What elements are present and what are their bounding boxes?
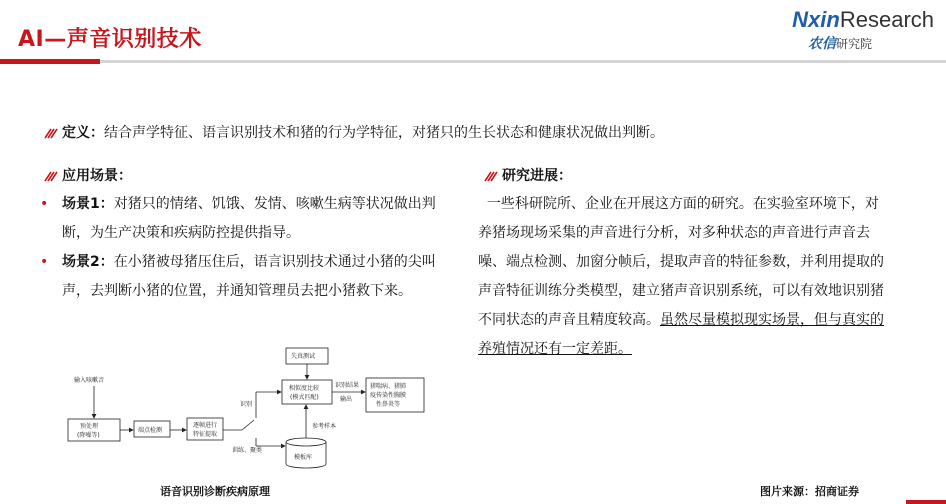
diagram-compare-2: (模式匹配) (290, 394, 319, 401)
bullet-stripes-icon (484, 168, 498, 182)
diagram-model: 模板库 (294, 454, 313, 461)
diagram-distortion: 失真测试 (291, 353, 316, 360)
research-text: 一些科研院所、企业在开展这方面的研究。在实验室环境下，对养猪场现场采集的声音进行分析，对多种状态的声音进行声音去噪、端点检测、加窗分帧后，提取声音的特征参数，并利用提取的声音特征训练分类模型，建立猪声音识别系统，可以有效地识别猪不同状态的声音且精度较高。 (478, 196, 884, 328)
research-heading (484, 165, 572, 185)
list-item (40, 248, 440, 306)
header-accent-bar (0, 59, 100, 64)
research-paragraph (478, 190, 888, 364)
definition-text: 结合声学特征、语言识别技术和猪的行为学特征，对猪只的生长状态和健康状况做出判断。 (104, 125, 664, 141)
logo-word: Research (839, 7, 934, 32)
diagram-result-2: 输出 (340, 396, 353, 403)
page-title: AI—声音识别技术 (18, 27, 202, 52)
diagram-recognize: 识别 (240, 401, 253, 408)
diagram-feature-2: 特征提取 (193, 431, 218, 438)
scene-label: 场景1： (62, 196, 114, 212)
diagram-preprocess-2: (降噪等) (77, 432, 100, 439)
applications-list (40, 190, 440, 306)
diagram-preprocess-1: 预处理 (80, 423, 99, 430)
diagram-output-3: 性鼻炎等 (376, 401, 401, 408)
bullet-stripes-icon (44, 168, 58, 182)
diagram-output-2: 疫传染性胸膜 (370, 392, 407, 399)
diagram-endpoint: 端点检测 (138, 427, 163, 434)
diagram-feature-1: 逐帧进行 (193, 422, 218, 429)
scene-text: 在小猪被母猪压住后，语言识别技术通过小猪的尖叫声，去判断小猪的位置，并通知管理员去把小猪救下来。 (62, 254, 436, 299)
diagram-caption: 语音识别诊断疾病原理 (160, 485, 270, 498)
recognition-diagram (60, 342, 430, 474)
research-heading-text: 研究进展： (502, 168, 572, 184)
logo-brand: Nxin (792, 7, 840, 32)
diagram-input: 输入咳嗽音 (74, 377, 105, 384)
definition-line (44, 122, 664, 142)
logo (792, 8, 934, 53)
definition-label: 定义： (62, 125, 104, 141)
logo-cn-brand: 农信 (807, 36, 836, 52)
footer-accent-bar (906, 500, 946, 504)
diagram-train: 训练、聚类 (232, 447, 263, 454)
diagram-result-1: 识别结果 (335, 382, 360, 389)
research-underlined-text: 虽然尽量模拟现实场景，但与真实的养殖情况还有一定差距。 (478, 312, 884, 357)
bullet-stripes-icon (44, 125, 58, 139)
logo-cn-word: 研究院 (835, 37, 872, 51)
diagram-reference: 参考样本 (312, 423, 337, 430)
applications-heading (44, 165, 132, 185)
bullet-dot-icon: • (40, 196, 49, 212)
scene-text: 对猪只的情绪、饥饿、发情、咳嗽生病等状况做出判断，为生产决策和疾病防控提供指导。 (62, 196, 436, 241)
diagram-compare-1: 相似度比较 (289, 385, 320, 392)
header-divider (0, 60, 946, 63)
scene-label: 场景2： (62, 254, 114, 270)
bullet-dot-icon: • (40, 254, 49, 270)
applications-heading-text: 应用场景： (62, 168, 132, 184)
diagram-output-1: 猪喘病、猪肺 (370, 383, 407, 390)
source-caption: 图片来源：招商证券 (760, 485, 859, 498)
list-item (40, 190, 440, 248)
